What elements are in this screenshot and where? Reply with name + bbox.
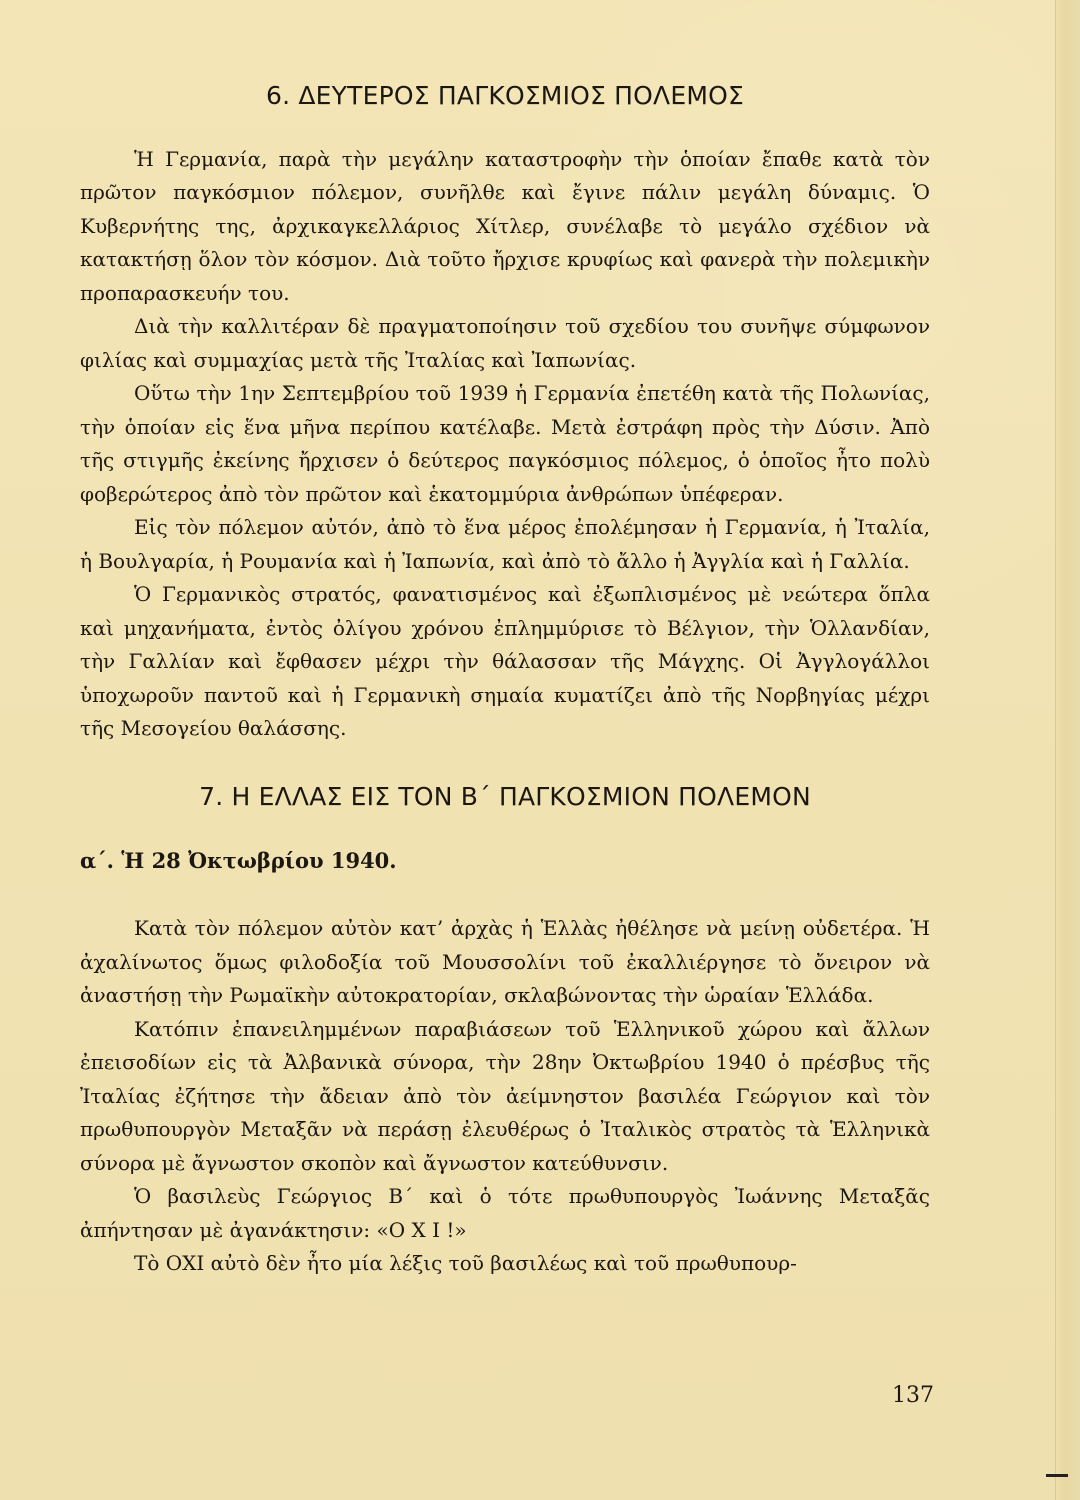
section-7-paragraph-3: Ὁ βασιλεὺς Γεώργιος Β΄ καὶ ὁ τότε πρωθυπουργὸς Ἰωάννης Μεταξᾶς ἀπήντησαν μὲ ἀγανάκτησιν: «Ο Χ Ι !» xyxy=(80,1184,930,1242)
page-number: 137 xyxy=(892,1383,934,1408)
section-6-paragraph-2: Διὰ τὴν καλλιτέραν δὲ πραγματοποίησιν τοῦ σχεδίου του συνῆψε σύμφωνον φιλίας καὶ συμμαχίας μετὰ τῆς Ἰταλίας καὶ Ἰαπωνίας. xyxy=(80,314,930,372)
section-6-paragraph-3: Οὕτω τὴν 1ην Σεπτεμβρίου τοῦ 1939 ἡ Γερμανία ἐπετέθη κατὰ τῆς Πολωνίας, τὴν ὁποίαν εἰς ἕνα μῆνα περίπου κατέλαβε. Μετὰ ἐστράφη πρὸς τὴν Δύσιν. Ἀπὸ τῆς στιγμῆς ἐκείνης ἤρχισεν ὁ δεύτερος παγκόσμιος πόλεμος, ὁ ὁποῖος ἦτο πολὺ φοβερώτερος ἀπὸ τὸν πρῶτον καὶ ἑκατομμύρια ἀνθρώπων ὑπέφεραν. xyxy=(80,381,930,506)
section-6-paragraph-1: Ἡ Γερμανία, παρὰ τὴν μεγάλην καταστροφὴν τὴν ὁποίαν ἔπαθε κατὰ τὸν πρῶτον παγκόσμιον πόλεμον, συνῆλθε καὶ ἔγινε πάλιν μεγάλη δύναμις. Ὁ Κυβερνήτης της, ἀρχικαγκελλάριος Χίτλερ, συνέλαβε τὸ μεγάλο σχέδιον νὰ κατακτήσῃ ὅλον τὸν κόσμον. Διὰ τοῦτο ἤρχισε κρυφίως καὶ φανερὰ τὴν πολεμικὴν προπαρασκευήν του. xyxy=(80,146,930,305)
section-7-subheading: α΄. Ἡ 28 Ὀκτωβρίου 1940. xyxy=(80,848,397,873)
section-6-heading: 6. ΔΕΥΤΕΡΟΣ ΠΑΓΚΟΣΜΙΟΣ ΠΟΛΕΜΟΣ xyxy=(265,81,744,110)
section-7-paragraph-4: Τὸ ΟΧΙ αὐτὸ δὲν ἦτο μία λέξις τοῦ βασιλέως καὶ τοῦ πρωθυπουρ- xyxy=(134,1251,797,1275)
section-6-paragraph-4: Εἰς τὸν πόλεμον αὐτόν, ἀπὸ τὸ ἕνα μέρος ἐπολέμησαν ἡ Γερμανία, ἡ Ἰταλία, ἡ Βουλγαρία, ἡ Ρουμανία καὶ ἡ Ἰαπωνία, καὶ ἀπὸ τὸ ἄλλο ἡ Ἀγγλία καὶ ἡ Γαλλία. xyxy=(80,515,930,573)
section-7-paragraph-2: Κατόπιν ἐπανειλημμένων παραβιάσεων τοῦ Ἑλληνικοῦ χώρου καὶ ἄλλων ἐπεισοδίων εἰς τὰ Ἀλβανικὰ σύνορα, τὴν 28ην Ὀκτωβρίου 1940 ὁ πρέσβυς τῆς Ἰταλίας ἐζήτησε τὴν ἄδειαν ἀπὸ τὸν ἀείμνηστον βασιλέα Γεώργιον καὶ τὸν πρωθυπουργὸν Μεταξᾶν νὰ περάσῃ ἐλευθέρως ὁ Ἰταλικὸς στρατὸς τὰ Ἑλληνικὰ σύνορα μὲ ἄγνωστον σκοπὸν καὶ ἄγνωστον κατεύθυνσιν. xyxy=(80,1016,930,1175)
page-marker xyxy=(1046,1474,1068,1477)
page-edge xyxy=(1055,0,1080,1500)
section-7-paragraph-1: Κατὰ τὸν πόλεμον αὐτὸν κατ’ ἀρχὰς ἡ Ἑλλὰς ἠθέλησε νὰ μείνῃ οὐδετέρα. Ἡ ἀχαλίνωτος ὅμως φιλοδοξία τοῦ Μουσσολίνι τοῦ ἐκαλλιέργησε τὸ ὄνειρον νὰ ἀναστήσῃ τὴν Ρωμαϊκὴν αὐτοκρατορίαν, σκλαβώνοντας τὴν ὡραίαν Ἑλλάδα. xyxy=(80,916,930,1007)
section-7-heading: 7. Η ΕΛΛΑΣ ΕΙΣ ΤΟΝ Β΄ ΠΑΓΚΟΣΜΙΟΝ ΠΟΛΕΜΟΝ xyxy=(199,781,811,811)
section-6-paragraph-5: Ὁ Γερμανικὸς στρατός, φανατισμένος καὶ ἐξωπλισμένος μὲ νεώτερα ὅπλα καὶ μηχανήματα, ἐντὸς ὀλίγου χρόνου ἐπλημμύρισε τὸ Βέλγιον, τὴν Ὁλλανδίαν, τὴν Γαλλίαν καὶ ἔφθασεν μέχρι τὴν θάλασσαν τῆς Μάγχης. Οἱ Ἀγγλογάλλοι ὑποχωροῦν παντοῦ καὶ ἡ Γερμανικὴ σημαία κυματίζει ἀπὸ τῆς Νορβηγίας μέχρι τῆς Μεσογείου θαλάσσης. xyxy=(80,582,930,740)
page-content xyxy=(80,82,930,1281)
